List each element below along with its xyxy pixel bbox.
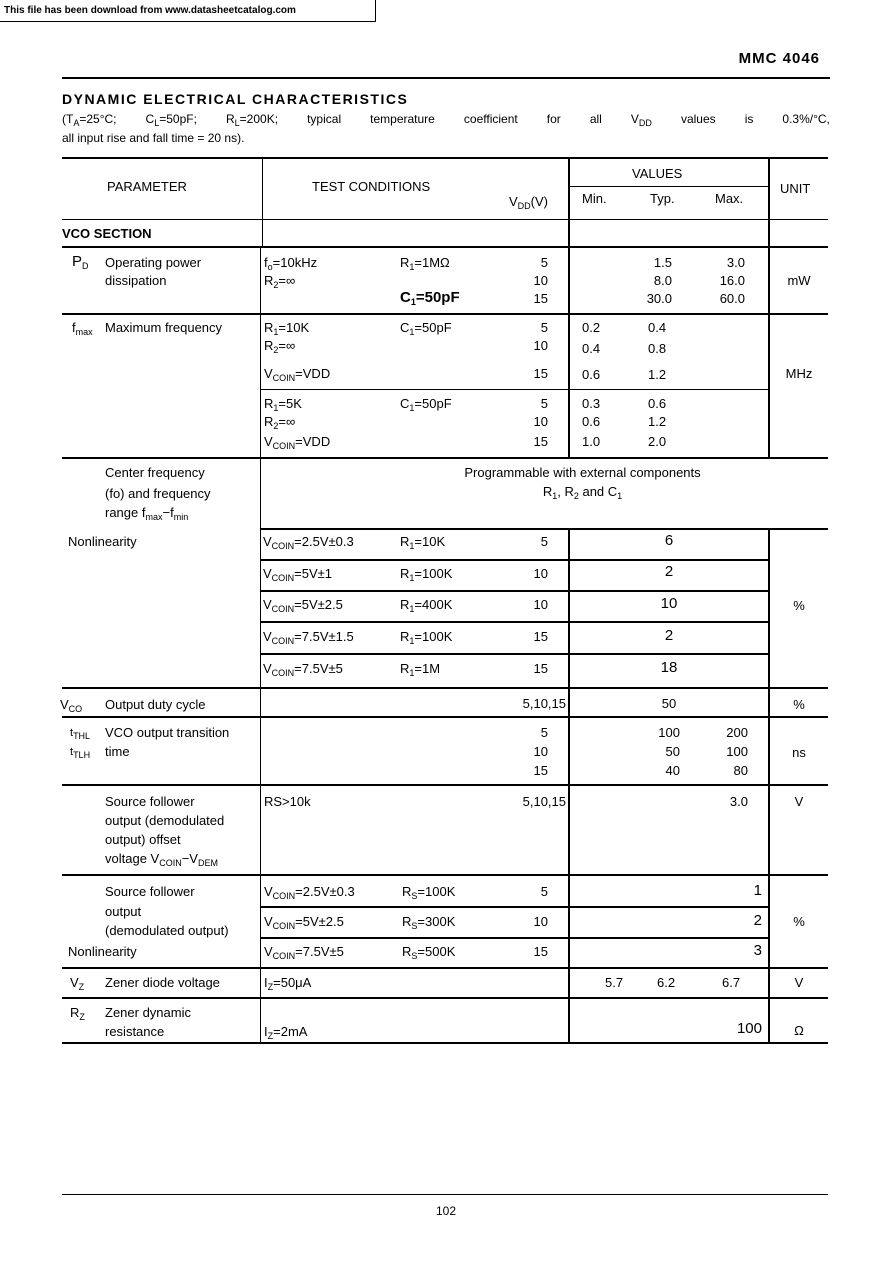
footer-rule: [62, 1194, 828, 1195]
header-rule: [62, 77, 830, 79]
header-test-conditions: TEST CONDITIONS: [312, 179, 431, 194]
header-typ: Typ.: [650, 191, 675, 206]
header-unit: UNIT: [780, 181, 811, 196]
section-title: DYNAMIC ELECTRICAL CHARACTERISTICS: [62, 91, 409, 107]
header-parameter: PARAMETER: [107, 179, 187, 194]
header-min: Min.: [582, 191, 607, 206]
header-values: VALUES: [632, 166, 683, 181]
vco-section-heading: VCO SECTION: [62, 226, 152, 241]
header-vdd: $V_{DD}(V)$: [509, 194, 549, 211]
document-id: MMC 4046: [738, 50, 820, 67]
download-banner: This file has been download from www.datasheetcatalog.com: [0, 0, 376, 22]
header-max: Max.: [715, 191, 744, 206]
test-conditions-note: ($T_A=25^\circ C$; $C_L=50pF$; $R_L=200K$; typical temperature coefficient for all $V_{DD}$ values is 0.3%/°C, all input rise and fall time = 20 ns).: [62, 112, 830, 145]
page-number: 102: [435, 1204, 457, 1218]
